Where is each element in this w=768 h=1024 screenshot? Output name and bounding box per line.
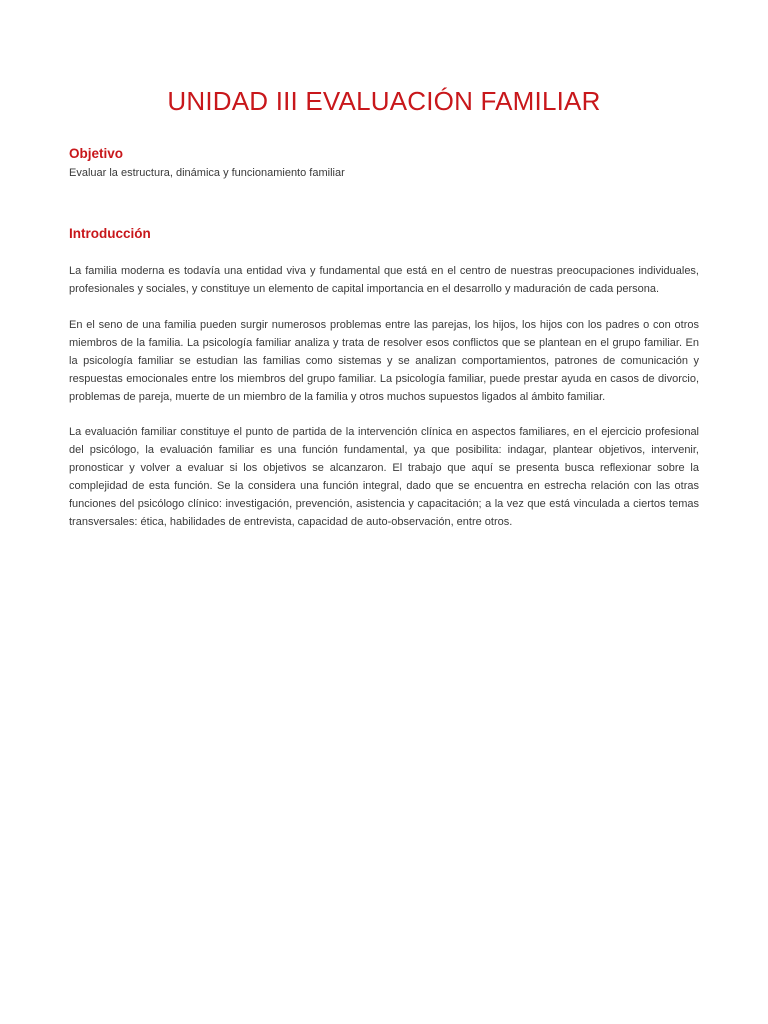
introduction-paragraph: En el seno de una familia pueden surgir numerosos problemas entre las parejas, los hijos, los hijos con los padres o con otros miembros de la familia. La psicología familiar analiza y trata de resolver esos conflictos que se plantean en el grupo familiar. En la psicología familiar se estudian las familias como sistemas y se analizan comportamientos, patrones de comunicación y respuestas emocionales entre los miembros del grupo familiar. La psicología familiar, puede prestar ayuda en casos de divorcio, problemas de pareja, muerte de un miembro de la familia y otros muchos supuestos ligados al ámbito familiar. — [69, 319, 699, 403]
objective-text: Evaluar la estructura, dinámica y funcionamiento familiar — [69, 167, 345, 179]
introduction-heading: Introducción — [69, 226, 151, 241]
objective-heading: Objetivo — [69, 146, 124, 161]
introduction-paragraph: La evaluación familiar constituye el punto de partida de la intervención clínica en aspectos familiares, en el ejercicio profesional del psicólogo, la evaluación familiar es una función fundamental, ya que posibilita: indagar, plantear objetivos, intervenir, pronosticar y volver a evaluar si los objetivos se alcanzaron. El trabajo que aquí se presenta busca reflexionar sobre la complejidad de esta función. Se la considera una función integral, dado que se encuentra en estrecha relación con las otras funciones del psicólogo clínico: investigación, prevención, asistencia y capacitación; a la vez que está vinculada a ciertos temas transversales: ética, habilidades de entrevista, capacidad de auto-observación, entre otros. — [69, 426, 699, 528]
introduction-paragraph: La familia moderna es todavía una entidad viva y fundamental que está en el centro de nuestras preocupaciones individuales, profesionales y sociales, y constituye un elemento de capital importancia en el desarrollo y maduración de cada persona. — [69, 265, 699, 295]
page-title: UNIDAD III EVALUACIÓN FAMILIAR — [167, 86, 601, 116]
